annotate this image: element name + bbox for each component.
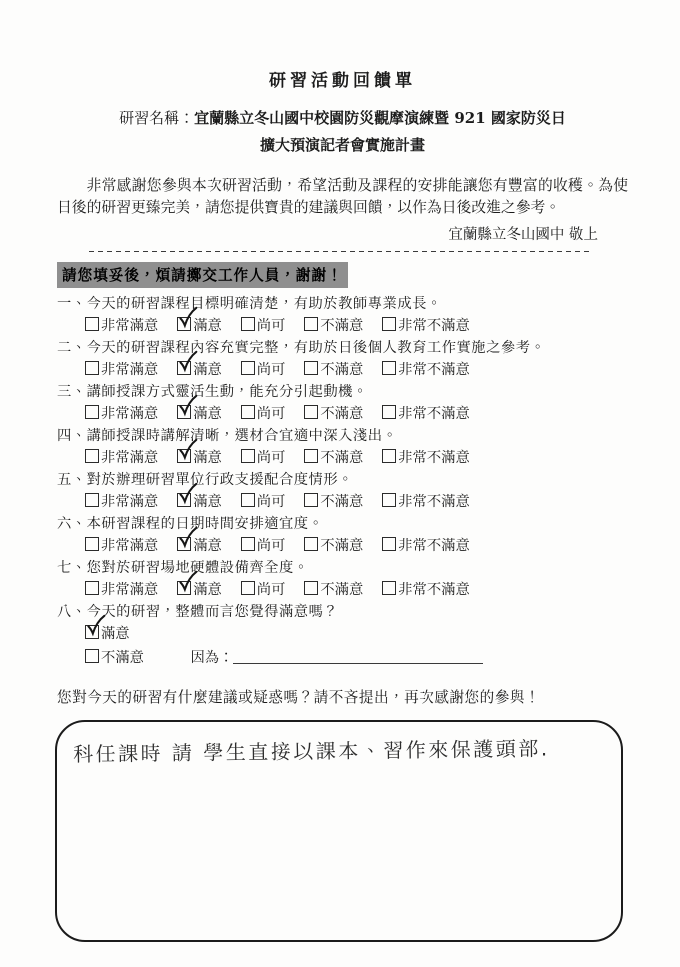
rating-option xyxy=(85,535,158,556)
rating-option xyxy=(85,579,158,600)
rating-option xyxy=(85,315,158,336)
checkbox[interactable] xyxy=(177,405,191,419)
rating-option xyxy=(382,579,469,600)
option-label: 非常滿意 xyxy=(101,362,159,378)
checkbox[interactable] xyxy=(382,361,396,375)
checkbox[interactable] xyxy=(382,317,396,331)
intro-paragraph: 非常感謝您參與本次研習活動，希望活動及課程的安排能讓您有豐富的收穫。為使日後的研習更臻完美，請您提供寶貴的建議與回饋，以作為日後改進之參考。 xyxy=(57,177,628,216)
rating-option xyxy=(177,359,222,380)
option-label: 不滿意 xyxy=(320,494,364,510)
rating-option xyxy=(304,579,363,600)
rating-option xyxy=(177,535,222,556)
option-label: 尚可 xyxy=(256,450,286,466)
checkbox[interactable] xyxy=(85,493,99,507)
rating-option xyxy=(304,403,363,424)
option-label: 不滿意 xyxy=(320,406,364,422)
option-label: 不滿意 xyxy=(320,582,364,598)
checkbox[interactable] xyxy=(241,493,255,507)
question-number: 六、 xyxy=(57,516,87,532)
option-label: 不滿意 xyxy=(320,450,364,466)
checkbox[interactable] xyxy=(241,405,255,419)
option-label: 非常滿意 xyxy=(101,538,159,554)
option-label: 滿意 xyxy=(193,450,222,466)
option-label: 滿意 xyxy=(193,318,222,334)
option-label: 非常滿意 xyxy=(101,318,159,334)
rating-option xyxy=(241,447,286,468)
checkbox[interactable] xyxy=(382,537,396,551)
rating-option xyxy=(177,579,222,600)
checkbox[interactable] xyxy=(382,493,396,507)
checkbox[interactable] xyxy=(304,405,318,419)
option-label: 非常不滿意 xyxy=(398,362,470,378)
question-number: 三、 xyxy=(57,384,87,400)
option-label: 非常不滿意 xyxy=(398,406,470,422)
question-text: 五、對於辦理研習單位行政支援配合度情形。 xyxy=(57,472,353,488)
question xyxy=(57,294,628,336)
rating-option xyxy=(241,359,286,380)
question-number: 一、 xyxy=(57,296,87,312)
checkbox-unsatisfied[interactable] xyxy=(85,649,99,663)
option-label: 不滿意 xyxy=(320,538,364,554)
question-number: 四、 xyxy=(57,428,87,444)
option-label: 非常滿意 xyxy=(101,494,159,510)
rating-option xyxy=(241,403,286,424)
question-8 xyxy=(57,602,628,669)
option-label: 尚可 xyxy=(256,318,286,334)
rating-option xyxy=(304,491,363,512)
comment-prompt: 您對今天的研習有什麼建議或疑惑嗎？請不吝提出，再次感謝您的參與！ xyxy=(57,689,541,706)
question-options xyxy=(85,447,628,468)
question-text: 三、講師授課方式靈活生動，能充分引起動機。 xyxy=(57,384,368,400)
training-name-value: 宜蘭縣立冬山國中校園防災觀摩演練暨 921 國家防災日 xyxy=(194,109,566,127)
checkbox[interactable] xyxy=(382,449,396,463)
rating-option xyxy=(85,359,158,380)
option-label: 滿意 xyxy=(193,582,222,598)
option-label: 尚可 xyxy=(256,582,286,598)
option-label: 不滿意 xyxy=(101,650,144,666)
question-options xyxy=(85,491,628,512)
rating-option xyxy=(382,315,469,336)
option-label: 尚可 xyxy=(256,538,286,554)
option-label: 非常不滿意 xyxy=(398,494,470,510)
checkbox[interactable] xyxy=(241,537,255,551)
rating-option xyxy=(241,535,286,556)
rating-option xyxy=(85,447,158,468)
handwritten-response: 科任課時 請 學生直接以課本、習作來保護頭部. xyxy=(72,736,550,767)
rating-option xyxy=(382,447,469,468)
rating-option xyxy=(177,447,222,468)
option-label: 尚可 xyxy=(256,406,286,422)
rating-option xyxy=(241,579,286,600)
question xyxy=(57,514,628,556)
question xyxy=(57,558,628,600)
checkbox[interactable] xyxy=(177,493,191,507)
option-label: 滿意 xyxy=(101,626,130,642)
checkbox[interactable] xyxy=(85,361,99,375)
question-text: 八、今天的研習，整體而言您覺得滿意嗎？ xyxy=(57,604,339,620)
q8-option-satisfied xyxy=(85,623,628,645)
rating-option xyxy=(304,315,363,336)
option-label: 尚可 xyxy=(256,362,286,378)
rating-option xyxy=(304,359,363,380)
question-options xyxy=(85,403,628,424)
checkbox[interactable] xyxy=(85,537,99,551)
option-label: 非常不滿意 xyxy=(398,538,470,554)
question-number: 八、 xyxy=(57,604,87,620)
rating-option xyxy=(177,403,222,424)
option-label: 非常不滿意 xyxy=(398,450,470,466)
submit-instruction: 請您填妥後，煩請擲交工作人員，謝謝！ xyxy=(57,262,348,288)
comment-box[interactable] xyxy=(55,720,623,942)
rating-option xyxy=(85,403,158,424)
checkbox[interactable] xyxy=(304,317,318,331)
option-label: 非常不滿意 xyxy=(398,318,470,334)
checkbox[interactable] xyxy=(241,581,255,595)
option-label: 非常滿意 xyxy=(101,406,159,422)
question-text: 七、您對於研習場地硬體設備齊全度。 xyxy=(57,560,309,576)
questions-list xyxy=(57,294,628,600)
option-label: 不滿意 xyxy=(320,318,364,334)
checkbox[interactable] xyxy=(304,581,318,595)
checkbox[interactable] xyxy=(177,581,191,595)
signoff: 宜蘭縣立冬山國中 敬上 xyxy=(448,227,598,243)
training-name-line2: 擴大預演記者會實施計畫 xyxy=(259,136,425,154)
option-label: 不滿意 xyxy=(320,362,364,378)
rating-option xyxy=(304,535,363,556)
rating-option xyxy=(177,491,222,512)
rating-option xyxy=(177,315,222,336)
training-name-label: 研習名稱： xyxy=(119,109,195,127)
checkbox[interactable] xyxy=(85,405,99,419)
rating-option xyxy=(241,491,286,512)
reason-label: 因為： xyxy=(190,650,234,666)
checkbox[interactable] xyxy=(241,361,255,375)
option-label: 滿意 xyxy=(193,538,222,554)
question xyxy=(57,382,628,424)
checkbox[interactable] xyxy=(177,449,191,463)
checkbox[interactable] xyxy=(177,317,191,331)
question-options xyxy=(85,315,628,336)
training-name xyxy=(57,105,628,159)
rating-option xyxy=(382,491,469,512)
checkbox[interactable] xyxy=(241,449,255,463)
checkbox[interactable] xyxy=(382,405,396,419)
question xyxy=(57,470,628,512)
rating-option xyxy=(382,359,469,380)
question xyxy=(57,426,628,468)
q8-option-unsatisfied xyxy=(85,647,628,669)
question-number: 五、 xyxy=(57,472,87,488)
dashed-divider xyxy=(89,251,591,253)
checkbox[interactable] xyxy=(85,449,99,463)
question-number: 二、 xyxy=(57,340,87,356)
checkbox[interactable] xyxy=(304,361,318,375)
rating-option xyxy=(304,447,363,468)
question xyxy=(57,338,628,380)
option-label: 尚可 xyxy=(256,494,286,510)
checkbox[interactable] xyxy=(382,581,396,595)
rating-option xyxy=(85,491,158,512)
checkbox[interactable] xyxy=(304,449,318,463)
question-options xyxy=(85,535,628,556)
option-label: 滿意 xyxy=(193,406,222,422)
question-text: 一、今天的研習課程目標明確清楚，有助於教師專業成長。 xyxy=(57,296,442,312)
option-label: 非常滿意 xyxy=(101,582,159,598)
option-label: 非常不滿意 xyxy=(398,582,470,598)
rating-option xyxy=(241,315,286,336)
checkbox[interactable] xyxy=(241,317,255,331)
option-label: 非常滿意 xyxy=(101,450,159,466)
option-label: 滿意 xyxy=(193,494,222,510)
reason-write-line[interactable] xyxy=(233,649,483,664)
checkbox-satisfied[interactable] xyxy=(85,625,99,639)
question-options xyxy=(85,359,628,380)
checkbox[interactable] xyxy=(85,317,99,331)
question-text: 二、今天的研習課程內容充實完整，有助於日後個人教育工作實施之參考。 xyxy=(57,340,546,356)
page-title: 研習活動回饋單 xyxy=(269,71,416,91)
question-options xyxy=(85,579,628,600)
checkbox[interactable] xyxy=(304,493,318,507)
option-label: 滿意 xyxy=(193,362,222,378)
question-text: 六、本研習課程的日期時間安排適宜度。 xyxy=(57,516,324,532)
checkbox[interactable] xyxy=(177,361,191,375)
rating-option xyxy=(382,535,469,556)
checkbox[interactable] xyxy=(177,537,191,551)
checkbox[interactable] xyxy=(85,581,99,595)
question-text: 四、講師授課時講解清晰，選材合宜適中深入淺出。 xyxy=(57,428,398,444)
checkbox[interactable] xyxy=(304,537,318,551)
rating-option xyxy=(382,403,469,424)
question-number: 七、 xyxy=(57,560,87,576)
